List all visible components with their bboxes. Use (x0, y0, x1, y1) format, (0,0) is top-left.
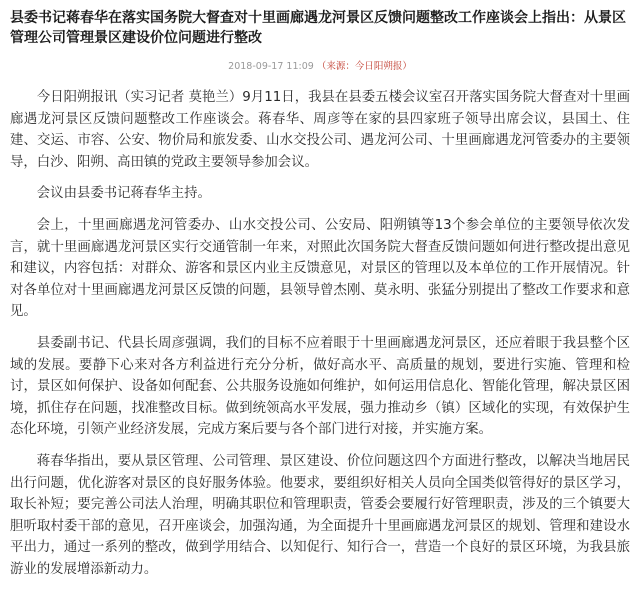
article-paragraph: 县委副书记、代县长周彦强调，我们的目标不应着眼于十里画廊遇龙河景区，还应着眼于我县整个区域的发展。要静下心来对各方利益进行充分分析，做好高水平、高质量的规划，要进行实施、管理和检讨，景区如何保护、设备如何配套、公共服务设施如何维护，如何运用信息化、智能化管理，解决景区困境，抓住存在问题，找准整改目标。做到统领高水平发展，强力推动乡（镇）区域化的实现，有效保护生态化环境，引领产业经济发展，完成方案后要与各个部门进行对接，并实施方案。 (10, 335, 630, 438)
publish-date: 2018-09-17 11:09 (228, 61, 314, 72)
article-title: 县委书记蒋春华在落实国务院大督查对十里画廊遇龙河景区反馈问题整改工作座谈会上指出：从景区管理公司管理景区建设价位问题进行整改 (10, 10, 626, 46)
article-meta (10, 60, 630, 73)
article-paragraph: 今日阳朔报讯（实习记者 莫艳兰）9月11日，我县在县委五楼会议室召开落实国务院大督查对十里画廊遇龙河景区反馈问题整改工作座谈会。蒋春华、周彦等在家的县四家班子领导出席会议，县国土、住建、交运、市容、公安、物价局和旅发委、山水交投公司、遇龙河公司、十里画廊遇龙河管委办的主要领导，白沙、阳朔、高田镇的党政主要领导参加会议。 (10, 90, 630, 170)
article-paragraph: 蒋春华指出，要从景区管理、公司管理、景区建设、价位问题这四个方面进行整改，以解决当地居民出行问题，优化游客对景区的良好服务体验。他要求，要组织好相关人员向全国类似管得好的景区学习，取长补短；要完善公司法人治理，明确其职位和管理职责，管委会要履行好管理职责，涉及的三个镇要大胆听取村委干部的意见，召开座谈会，加强沟通，为全面提升十里画廊遇龙河景区的规划、管理和建设水平出力，通过一系列的整改，做到学用结合、以知促行、知行合一，营造一个良好的景区环境，为我县旅游业的发展增添新动力。 (10, 453, 630, 577)
article-paragraph: 会议由县委书记蒋春华主持。 (36, 186, 211, 202)
article-paragraph: 会上，十里画廊遇龙河管委办、山水交投公司、公安局、阳朔镇等13个参会单位的主要领导依次发言，就十里画廊遇龙河景区实行交通管制一年来，对照此次国务院大督查反馈问题如何进行整改提出意见和建议，内容包括：对群众、游客和景区内业主反馈意见，对景区的管理以及本单位的工作开展情况。针对各单位对十里画廊遇龙河景区反馈的问题，县领导曾杰刚、莫永明、张猛分别提出了整改工作要求和意见。 (10, 217, 630, 320)
article-source: （来源：今日阳朔报） (316, 61, 412, 72)
